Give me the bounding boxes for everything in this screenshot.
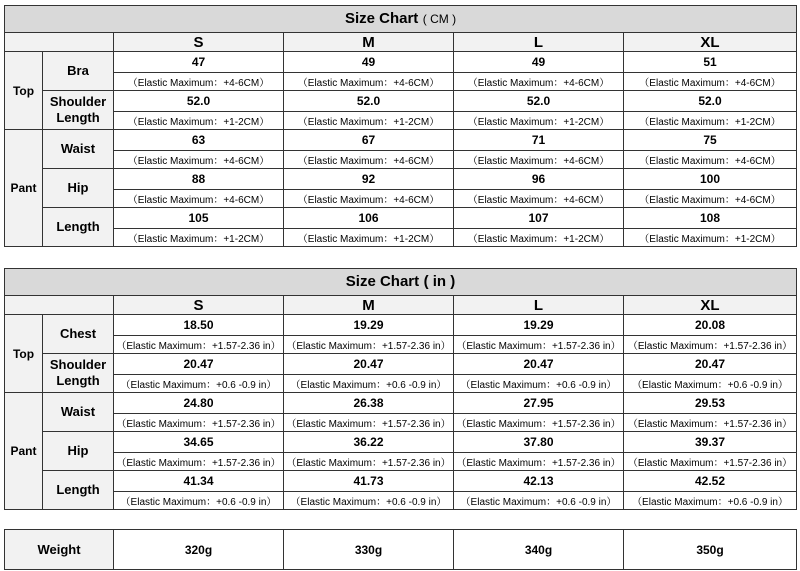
in-shoulder-note: （Elastic Maximum：+0.6 -0.9 in）: [454, 375, 624, 393]
in-waist-xl: 29.53: [624, 393, 797, 414]
in-chest-l: 19.29: [454, 315, 624, 336]
cm-shoulder-s: 52.0: [114, 91, 284, 112]
cm-bra-note: （Elastic Maximum：+4-6CM）: [284, 73, 454, 91]
weight-l: 340g: [454, 530, 624, 570]
in-waist-m: 26.38: [284, 393, 454, 414]
in-size-header-row: [5, 296, 797, 315]
cm-length-note: （Elastic Maximum：+1-2CM）: [454, 229, 624, 247]
in-length-m: 41.73: [284, 471, 454, 492]
in-label-shoulder: Shoulder Length: [43, 354, 114, 393]
cm-header-blank: [5, 33, 114, 52]
in-chart-title: [5, 269, 797, 296]
in-shoulder-l: 20.47: [454, 354, 624, 375]
cm-bra-note: （Elastic Maximum：+4-6CM）: [624, 73, 797, 91]
in-chest-m: 19.29: [284, 315, 454, 336]
in-chest-s: 18.50: [114, 315, 284, 336]
cm-title-unit: ( CM ): [422, 12, 457, 26]
in-hip-note: （Elastic Maximum：+1.57-2.36 in）: [114, 453, 284, 471]
in-hip-note: （Elastic Maximum：+1.57-2.36 in）: [624, 453, 797, 471]
cm-waist-l: 71: [454, 130, 624, 151]
in-shoulder-xl: 20.47: [624, 354, 797, 375]
in-row-hip-note: [5, 453, 797, 471]
in-shoulder-m: 20.47: [284, 354, 454, 375]
in-header-blank: [5, 296, 114, 315]
cm-hip-note: （Elastic Maximum：+4-6CM）: [454, 190, 624, 208]
cm-hip-note: （Elastic Maximum：+4-6CM）: [114, 190, 284, 208]
in-chest-note: （Elastic Maximum：+1.57-2.36 in）: [624, 336, 797, 354]
cm-bra-note: （Elastic Maximum：+4-6CM）: [454, 73, 624, 91]
in-hip-m: 36.22: [284, 432, 454, 453]
cm-hip-xl: 100: [624, 169, 797, 190]
cm-shoulder-note: （Elastic Maximum：+1-2CM）: [114, 112, 284, 130]
cm-size-m: M: [284, 33, 454, 52]
cm-length-note: （Elastic Maximum：+1-2CM）: [114, 229, 284, 247]
in-length-s: 41.34: [114, 471, 284, 492]
in-label-hip: Hip: [43, 432, 114, 471]
weight-xl: 350g: [624, 530, 797, 570]
in-length-note: （Elastic Maximum：+0.6 -0.9 in）: [454, 492, 624, 510]
in-label-waist: Waist: [43, 393, 114, 432]
cm-size-xl: XL: [624, 33, 797, 52]
cm-row-hip-note: [5, 190, 797, 208]
size-chart-cm: [4, 5, 797, 247]
in-size-xl: XL: [624, 296, 797, 315]
weight-s: 320g: [114, 530, 284, 570]
cm-length-s: 105: [114, 208, 284, 229]
in-chest-note: （Elastic Maximum：+1.57-2.36 in）: [454, 336, 624, 354]
cm-row-waist: [5, 130, 797, 151]
cm-length-l: 107: [454, 208, 624, 229]
cm-length-m: 106: [284, 208, 454, 229]
in-hip-l: 37.80: [454, 432, 624, 453]
cm-waist-note: （Elastic Maximum：+4-6CM）: [454, 151, 624, 169]
weight-row: [5, 530, 797, 570]
cm-hip-note: （Elastic Maximum：+4-6CM）: [284, 190, 454, 208]
cm-row-waist-note: [5, 151, 797, 169]
in-hip-xl: 39.37: [624, 432, 797, 453]
cm-shoulder-note: （Elastic Maximum：+1-2CM）: [284, 112, 454, 130]
cm-row-length: [5, 208, 797, 229]
in-hip-note: （Elastic Maximum：+1.57-2.36 in）: [284, 453, 454, 471]
cm-shoulder-xl: 52.0: [624, 91, 797, 112]
in-row-chest-note: [5, 336, 797, 354]
cm-shoulder-note: （Elastic Maximum：+1-2CM）: [454, 112, 624, 130]
in-hip-s: 34.65: [114, 432, 284, 453]
in-shoulder-note: （Elastic Maximum：+0.6 -0.9 in）: [624, 375, 797, 393]
cm-chart-title: [5, 6, 797, 33]
in-title-row: [5, 269, 797, 296]
in-row-chest: [5, 315, 797, 336]
in-row-length-note: [5, 492, 797, 510]
in-size-s: S: [114, 296, 284, 315]
in-waist-note: （Elastic Maximum：+1.57-2.36 in）: [114, 414, 284, 432]
in-size-l: L: [454, 296, 624, 315]
cm-waist-note: （Elastic Maximum：+4-6CM）: [284, 151, 454, 169]
cm-length-note: （Elastic Maximum：+1-2CM）: [284, 229, 454, 247]
cm-waist-s: 63: [114, 130, 284, 151]
cm-waist-xl: 75: [624, 130, 797, 151]
cm-row-length-note: [5, 229, 797, 247]
in-waist-s: 24.80: [114, 393, 284, 414]
cm-bra-m: 49: [284, 52, 454, 73]
cm-group-pant: Pant: [5, 130, 43, 247]
cm-bra-xl: 51: [624, 52, 797, 73]
cm-size-l: L: [454, 33, 624, 52]
cm-hip-s: 88: [114, 169, 284, 190]
cm-title-row: [5, 6, 797, 33]
cm-waist-note: （Elastic Maximum：+4-6CM）: [624, 151, 797, 169]
cm-title-text: Size Chart: [344, 10, 419, 27]
cm-length-note: （Elastic Maximum：+1-2CM）: [624, 229, 797, 247]
in-label-chest: Chest: [43, 315, 114, 354]
cm-bra-note: （Elastic Maximum：+4-6CM）: [114, 73, 284, 91]
in-waist-l: 27.95: [454, 393, 624, 414]
cm-bra-l: 49: [454, 52, 624, 73]
cm-label-bra: Bra: [43, 52, 114, 91]
cm-hip-m: 92: [284, 169, 454, 190]
cm-shoulder-m: 52.0: [284, 91, 454, 112]
cm-label-waist: Waist: [43, 130, 114, 169]
in-length-xl: 42.52: [624, 471, 797, 492]
in-title-unit: ( in ): [423, 273, 456, 290]
cm-shoulder-l: 52.0: [454, 91, 624, 112]
in-row-shoulder: [5, 354, 797, 375]
weight-table: [4, 529, 797, 570]
cm-label-length: Length: [43, 208, 114, 247]
in-shoulder-note: （Elastic Maximum：+0.6 -0.9 in）: [114, 375, 284, 393]
cm-length-xl: 108: [624, 208, 797, 229]
cm-label-hip: Hip: [43, 169, 114, 208]
cm-size-header-row: [5, 33, 797, 52]
weight-m: 330g: [284, 530, 454, 570]
in-row-hip: [5, 432, 797, 453]
in-waist-note: （Elastic Maximum：+1.57-2.36 in）: [624, 414, 797, 432]
cm-row-shoulder-note: [5, 112, 797, 130]
in-hip-note: （Elastic Maximum：+1.57-2.36 in）: [454, 453, 624, 471]
in-row-shoulder-note: [5, 375, 797, 393]
cm-group-top: Top: [5, 52, 43, 130]
in-group-pant: Pant: [5, 393, 43, 510]
in-title-text: Size Chart: [345, 273, 420, 290]
in-row-length: [5, 471, 797, 492]
in-length-l: 42.13: [454, 471, 624, 492]
cm-hip-note: （Elastic Maximum：+4-6CM）: [624, 190, 797, 208]
in-chest-xl: 20.08: [624, 315, 797, 336]
cm-waist-m: 67: [284, 130, 454, 151]
in-label-length: Length: [43, 471, 114, 510]
cm-waist-note: （Elastic Maximum：+4-6CM）: [114, 151, 284, 169]
cm-row-hip: [5, 169, 797, 190]
in-group-top: Top: [5, 315, 43, 393]
size-chart-inch: [4, 268, 797, 510]
in-row-waist-note: [5, 414, 797, 432]
in-length-note: （Elastic Maximum：+0.6 -0.9 in）: [284, 492, 454, 510]
in-shoulder-s: 20.47: [114, 354, 284, 375]
cm-row-bra-note: [5, 73, 797, 91]
in-length-note: （Elastic Maximum：+0.6 -0.9 in）: [624, 492, 797, 510]
cm-row-shoulder: [5, 91, 797, 112]
in-size-m: M: [284, 296, 454, 315]
in-row-waist: [5, 393, 797, 414]
in-chest-note: （Elastic Maximum：+1.57-2.36 in）: [114, 336, 284, 354]
cm-bra-s: 47: [114, 52, 284, 73]
weight-label: Weight: [5, 530, 114, 570]
cm-size-s: S: [114, 33, 284, 52]
in-length-note: （Elastic Maximum：+0.6 -0.9 in）: [114, 492, 284, 510]
in-waist-note: （Elastic Maximum：+1.57-2.36 in）: [454, 414, 624, 432]
in-shoulder-note: （Elastic Maximum：+0.6 -0.9 in）: [284, 375, 454, 393]
cm-shoulder-note: （Elastic Maximum：+1-2CM）: [624, 112, 797, 130]
cm-label-shoulder: Shoulder Length: [43, 91, 114, 130]
in-waist-note: （Elastic Maximum：+1.57-2.36 in）: [284, 414, 454, 432]
in-chest-note: （Elastic Maximum：+1.57-2.36 in）: [284, 336, 454, 354]
cm-row-bra: [5, 52, 797, 73]
cm-hip-l: 96: [454, 169, 624, 190]
